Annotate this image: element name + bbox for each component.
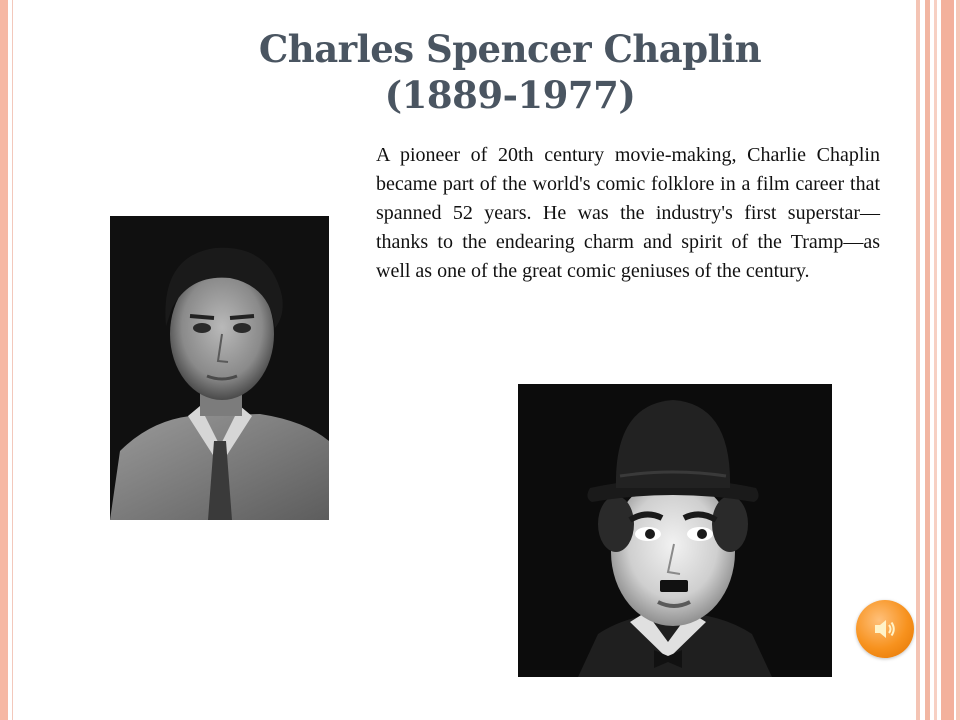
title-name: Charles Spencer Chaplin [258,27,762,71]
sound-play-button[interactable] [856,600,914,658]
title-years: (1889-1977) [384,73,636,117]
tramp-chaplin-photo [518,384,832,677]
young-chaplin-photo [110,216,329,520]
slide-title [170,26,850,118]
left-decorative-border [0,0,8,720]
speaker-icon [872,616,898,642]
right-decorative-stripes [916,0,960,720]
biography-paragraph: A pioneer of 20th century movie-making, Charlie Chaplin became part of the world's comic folklore in a film career that spanned 52 years. He was the industry's first superstar—thanks to the endearing charm and spirit of the Tramp—as well as one of the great comic geniuses of the century. [376,144,880,282]
